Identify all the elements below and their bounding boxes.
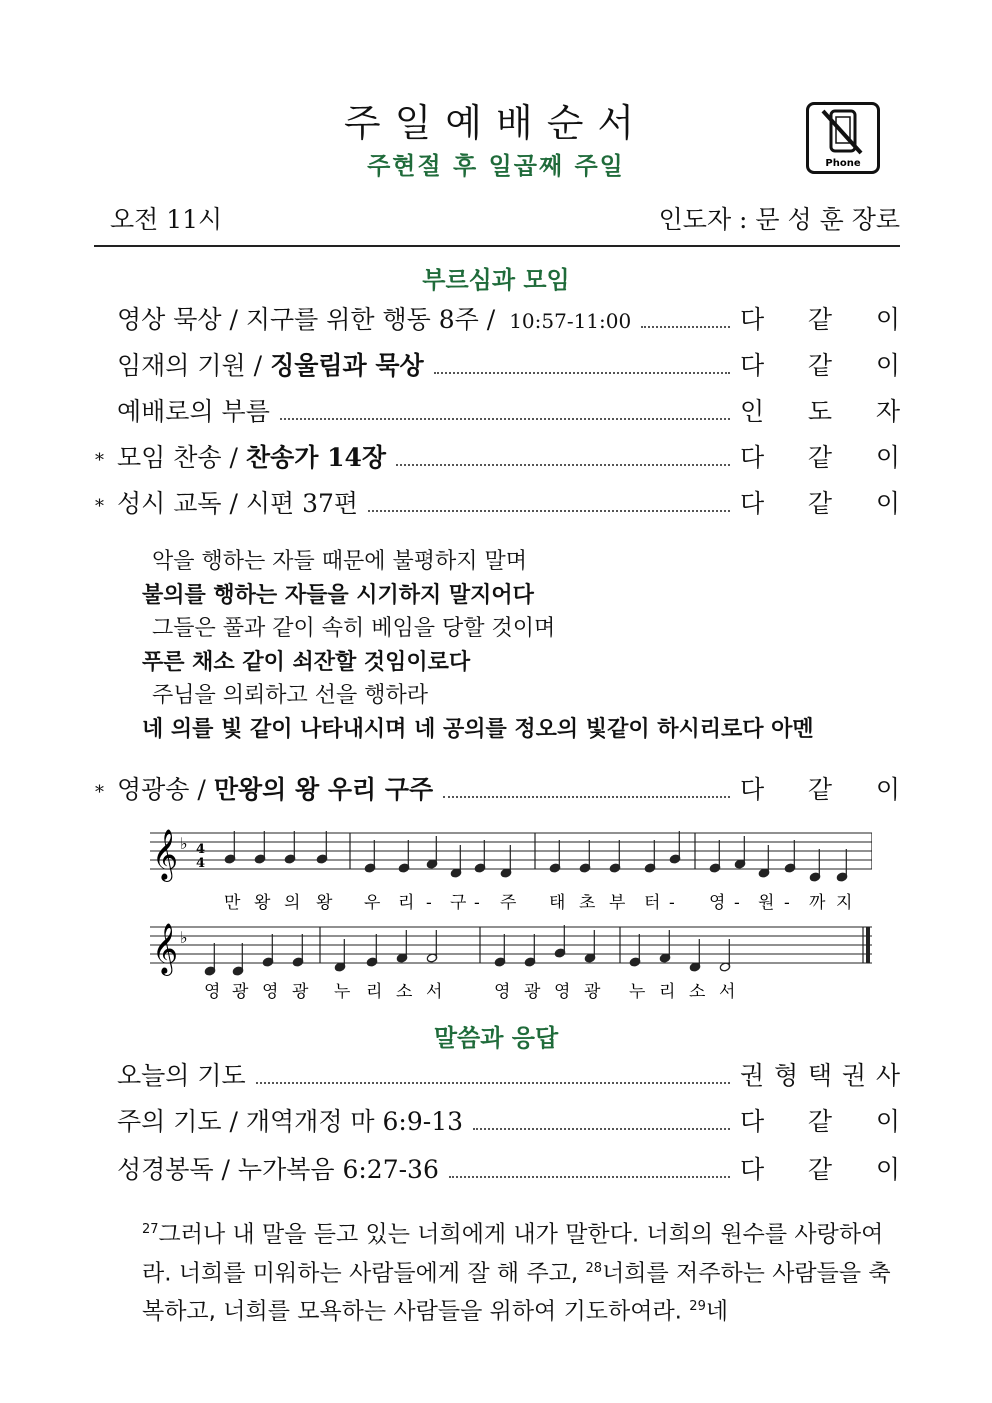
final-bar-line bbox=[866, 927, 870, 963]
lyric-syllable: - bbox=[669, 893, 675, 913]
lyric-syllable: 초 bbox=[579, 893, 596, 913]
dot-leader bbox=[280, 417, 730, 420]
lyric-syllable: 터 bbox=[644, 893, 661, 913]
lyric-syllable: 영 bbox=[262, 982, 279, 1002]
lyric-syllable: 영 bbox=[494, 982, 511, 1002]
treble-clef: 𝄞 bbox=[152, 829, 179, 880]
verse-text: 너희를 저주하는 사람들을 축복하고, 너희를 모욕하는 사람들을 위하여 기도하여라. bbox=[142, 1260, 891, 1325]
verse-number: 29 bbox=[689, 1299, 706, 1315]
row-performer: 다 같 이 bbox=[740, 489, 900, 518]
row-label: 오늘의 기도 bbox=[117, 1061, 246, 1090]
lyric-syllable: 의 bbox=[284, 893, 301, 913]
row-label: 예배로의 부름 bbox=[117, 397, 270, 426]
time-signature: 4 bbox=[196, 842, 206, 857]
lyric-syllable: 주 bbox=[500, 893, 517, 913]
page-title: 주일예배순서 bbox=[343, 101, 649, 145]
dot-leader bbox=[641, 325, 730, 328]
verse-number: 27 bbox=[142, 1222, 159, 1237]
leader-line: 그들은 풀과 같이 속히 베임을 당할 것이며 bbox=[152, 616, 556, 641]
time-signature: 4 bbox=[196, 856, 206, 871]
music-score bbox=[150, 825, 872, 1005]
section-title-word: 말씀과 응답 bbox=[433, 1024, 559, 1052]
phone-label: Phone bbox=[825, 158, 861, 169]
row-label: 임재의 기원 / bbox=[117, 351, 263, 380]
lyric-syllable: 태 bbox=[549, 893, 566, 913]
lyric-syllable: 원 bbox=[758, 893, 775, 913]
lyric-syllable: 누 bbox=[629, 982, 646, 1002]
dot-leader bbox=[256, 1081, 730, 1084]
header-divider bbox=[94, 245, 900, 247]
row-label-bold: 만왕의 왕 우리 구주 bbox=[213, 775, 434, 804]
lyric-syllable: 리 bbox=[398, 893, 415, 913]
lyric-syllable: 리 bbox=[659, 982, 676, 1002]
row-performer: 다 같 이 bbox=[740, 775, 900, 804]
lyric-syllable: 만 bbox=[224, 893, 241, 913]
lyric-syllable: - bbox=[474, 893, 480, 913]
order-row bbox=[95, 770, 900, 806]
lyric-syllable: 광 bbox=[232, 982, 249, 1002]
lyric-syllable: 왕 bbox=[254, 893, 271, 913]
dot-leader bbox=[449, 1175, 730, 1178]
no-phone-icon bbox=[806, 102, 880, 174]
lyric-syllable: 누 bbox=[334, 982, 351, 1002]
row-time: 10:57-11:00 bbox=[509, 309, 632, 333]
doxology-score bbox=[150, 825, 872, 1005]
flat-key-signature: ♭ bbox=[180, 834, 188, 853]
lyric-syllable: 광 bbox=[292, 982, 309, 1002]
treble-clef: 𝄞 bbox=[152, 923, 179, 974]
row-label: 모임 찬송 / bbox=[117, 443, 238, 472]
row-label: 주의 기도 / 개역개정 마 6:9-13 bbox=[117, 1107, 464, 1136]
service-leader: 인도자 : 문 성 훈 장로 bbox=[658, 205, 900, 234]
row-label-bold: 찬송가 14장 bbox=[245, 443, 387, 472]
lyric-syllable: 소 bbox=[396, 982, 413, 1002]
row-performer: 다 같 이 bbox=[740, 305, 900, 334]
responsive-reading bbox=[142, 545, 902, 746]
leader-line: 주님을 의뢰하고 선을 행하라 bbox=[152, 683, 429, 708]
verse-number: 28 bbox=[585, 1260, 603, 1276]
lyric-syllable: 부 bbox=[609, 893, 626, 913]
lyric-syllable: 서 bbox=[719, 982, 736, 1002]
lyric-syllable: 리 bbox=[366, 982, 383, 1002]
dot-leader bbox=[396, 463, 730, 466]
row-label: 성시 교독 / 시편 37편 bbox=[117, 489, 359, 518]
dot-leader bbox=[434, 371, 730, 374]
standing-mark: * bbox=[95, 782, 104, 803]
row-performer: 다 같 이 bbox=[740, 443, 900, 472]
lyric-syllable: - bbox=[784, 893, 790, 913]
standing-mark: * bbox=[95, 450, 104, 471]
page-subtitle: 주현절 후 일곱째 주일 bbox=[367, 152, 625, 180]
standing-mark: * bbox=[95, 496, 104, 517]
service-time: 오전 11시 bbox=[110, 205, 223, 234]
section-title-gathering: 부르심과 모임 bbox=[422, 266, 570, 294]
lyric-syllable: 구 bbox=[450, 893, 467, 913]
lyric-syllable: 영 bbox=[204, 982, 221, 1002]
row-performer: 다 같 이 bbox=[740, 351, 900, 380]
order-row bbox=[95, 1056, 900, 1092]
lyric-syllable: - bbox=[426, 893, 432, 913]
lyric-syllable: 왕 bbox=[316, 893, 333, 913]
congregation-line: 불의를 행하는 자들을 시기하지 말지어다 bbox=[142, 582, 534, 608]
row-performer: 다 같 이 bbox=[740, 1155, 900, 1184]
lyric-syllable: 영 bbox=[709, 893, 726, 913]
lyric-syllable: 까 bbox=[809, 893, 826, 913]
flat-key-signature: ♭ bbox=[180, 928, 188, 947]
row-performer: 다 같 이 bbox=[740, 1107, 900, 1136]
dot-leader bbox=[368, 509, 730, 512]
order-row bbox=[95, 1150, 900, 1186]
lyric-syllable: 서 bbox=[426, 982, 443, 1002]
order-row bbox=[95, 392, 900, 428]
lyric-syllable: 지 bbox=[836, 893, 853, 913]
lyric-syllable: - bbox=[734, 893, 740, 913]
congregation-line: 푸른 채소 같이 쇠잔할 것임이로다 bbox=[142, 649, 471, 675]
order-row bbox=[95, 346, 900, 382]
order-row bbox=[95, 438, 900, 474]
lyric-syllable: 광 bbox=[524, 982, 541, 1002]
order-row bbox=[95, 484, 900, 520]
lyric-syllable: 영 bbox=[554, 982, 571, 1002]
row-label: 성경봉독 / 누가복음 6:27-36 bbox=[117, 1155, 439, 1184]
order-row bbox=[95, 300, 900, 336]
dot-leader bbox=[473, 1127, 730, 1130]
leader-line: 악을 행하는 자들 때문에 불평하지 말며 bbox=[152, 549, 527, 574]
row-label: 영상 묵상 / 지구를 위한 행동 8주 / bbox=[117, 305, 496, 334]
scripture-text bbox=[142, 1213, 902, 1329]
row-label-bold: 징울림과 묵상 bbox=[270, 351, 424, 380]
lyric-syllable: 광 bbox=[584, 982, 601, 1002]
congregation-line: 네 의를 빛 같이 나타내시며 네 공의를 정오의 빛같이 하시리로다 아멘 bbox=[142, 716, 814, 742]
verse-text: 그러나 내 말을 듣고 있는 너희에게 내가 말한다. 너희의 원수를 사랑하여라. 너희를 미워하는 사람들에게 잘 해 주고, bbox=[142, 1221, 884, 1287]
lyric-syllable: 우 bbox=[364, 893, 381, 913]
dot-leader bbox=[443, 795, 730, 798]
lyric-syllable: 소 bbox=[689, 982, 706, 1002]
row-performer: 권 형 택 권 사 bbox=[740, 1061, 900, 1090]
row-performer: 인 도 자 bbox=[740, 397, 900, 426]
order-row bbox=[95, 1102, 900, 1138]
verse-text: 네 bbox=[705, 1298, 729, 1325]
row-label: 영광송 / bbox=[117, 775, 206, 804]
